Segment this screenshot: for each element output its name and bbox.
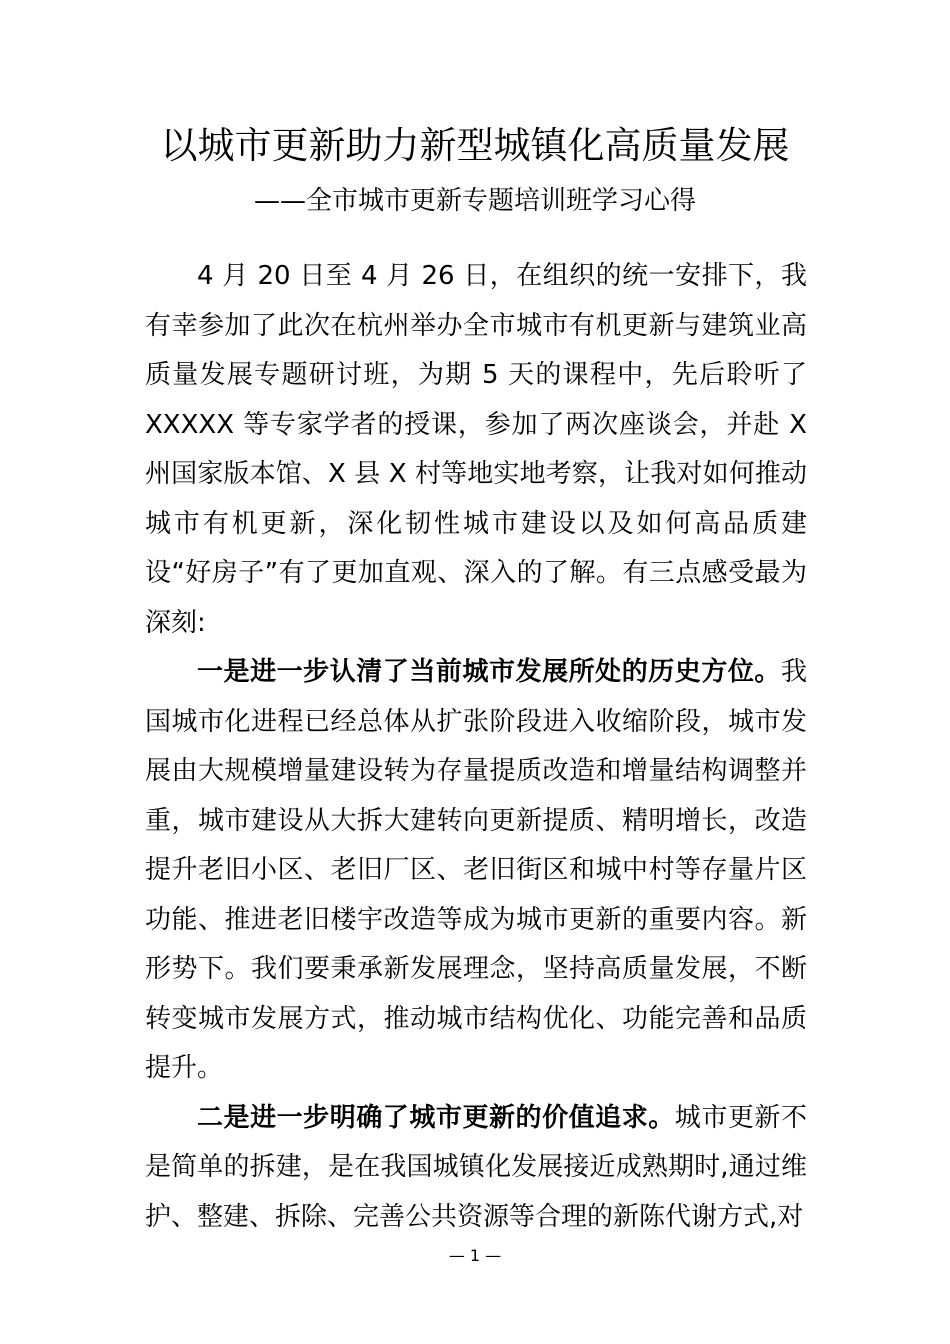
paragraph-point-two-heading: 二是进一步明确了城市更新的价值追求。 bbox=[197, 1102, 675, 1133]
document-subtitle: ——全市城市更新专题培训班学习心得 bbox=[253, 186, 696, 216]
page-number: — 1 — bbox=[448, 1246, 502, 1265]
paragraph-point-two bbox=[145, 1094, 807, 1243]
paragraph-point-two-text: 城市更新不是简单的拆建，是在我国城镇化发展接近成熟期时,通过维护、整建、拆除、完善公共资源等合理的新陈代谢方式,对 bbox=[145, 1102, 807, 1232]
document-body bbox=[145, 252, 807, 1242]
paragraph-point-one bbox=[145, 648, 807, 1094]
document-title: 以城市更新助力新型城镇化高质量发展 bbox=[160, 124, 790, 167]
paragraph-point-one-text: 我国城市化进程已经总体从扩张阶段进入收缩阶段，城市发展由大规模增量建设转为存量提质改造和增量结构调整并重，城市建设从大拆大建转向更新提质、精明增长，改造提升老旧小区、老旧厂区、老旧街区和城中村等存量片区功能、推进老旧楼宇改造等成为城市更新的重要内容。新形势下。我们要秉承新发展理念，坚持高质量发展，不断转变城市发展方式，推动城市结构优化、功能完善和品质提升。 bbox=[145, 657, 807, 1083]
paragraph-point-one-heading: 一是进一步认清了当前城市发展所处的历史方位。 bbox=[197, 657, 781, 687]
paragraph-intro: 4 月 20 日至 4 月 26 日，在组织的统一安排下，我有幸参加了此次在杭州举办全市城市有机更新与建筑业高质量发展专题研讨班，为期 5 天的课程中，先后聆听了XXXXX 等专家学者的授课，参加了两次座谈会，并赴 X 州国家版本馆、X 县 X 村等地实地考察，让我对如何推动城市有机更新，深化韧性城市建设以及如何高品质建设“好房子”有了更加直观、深入的了解。有三点感受最为深刻: bbox=[145, 261, 807, 638]
